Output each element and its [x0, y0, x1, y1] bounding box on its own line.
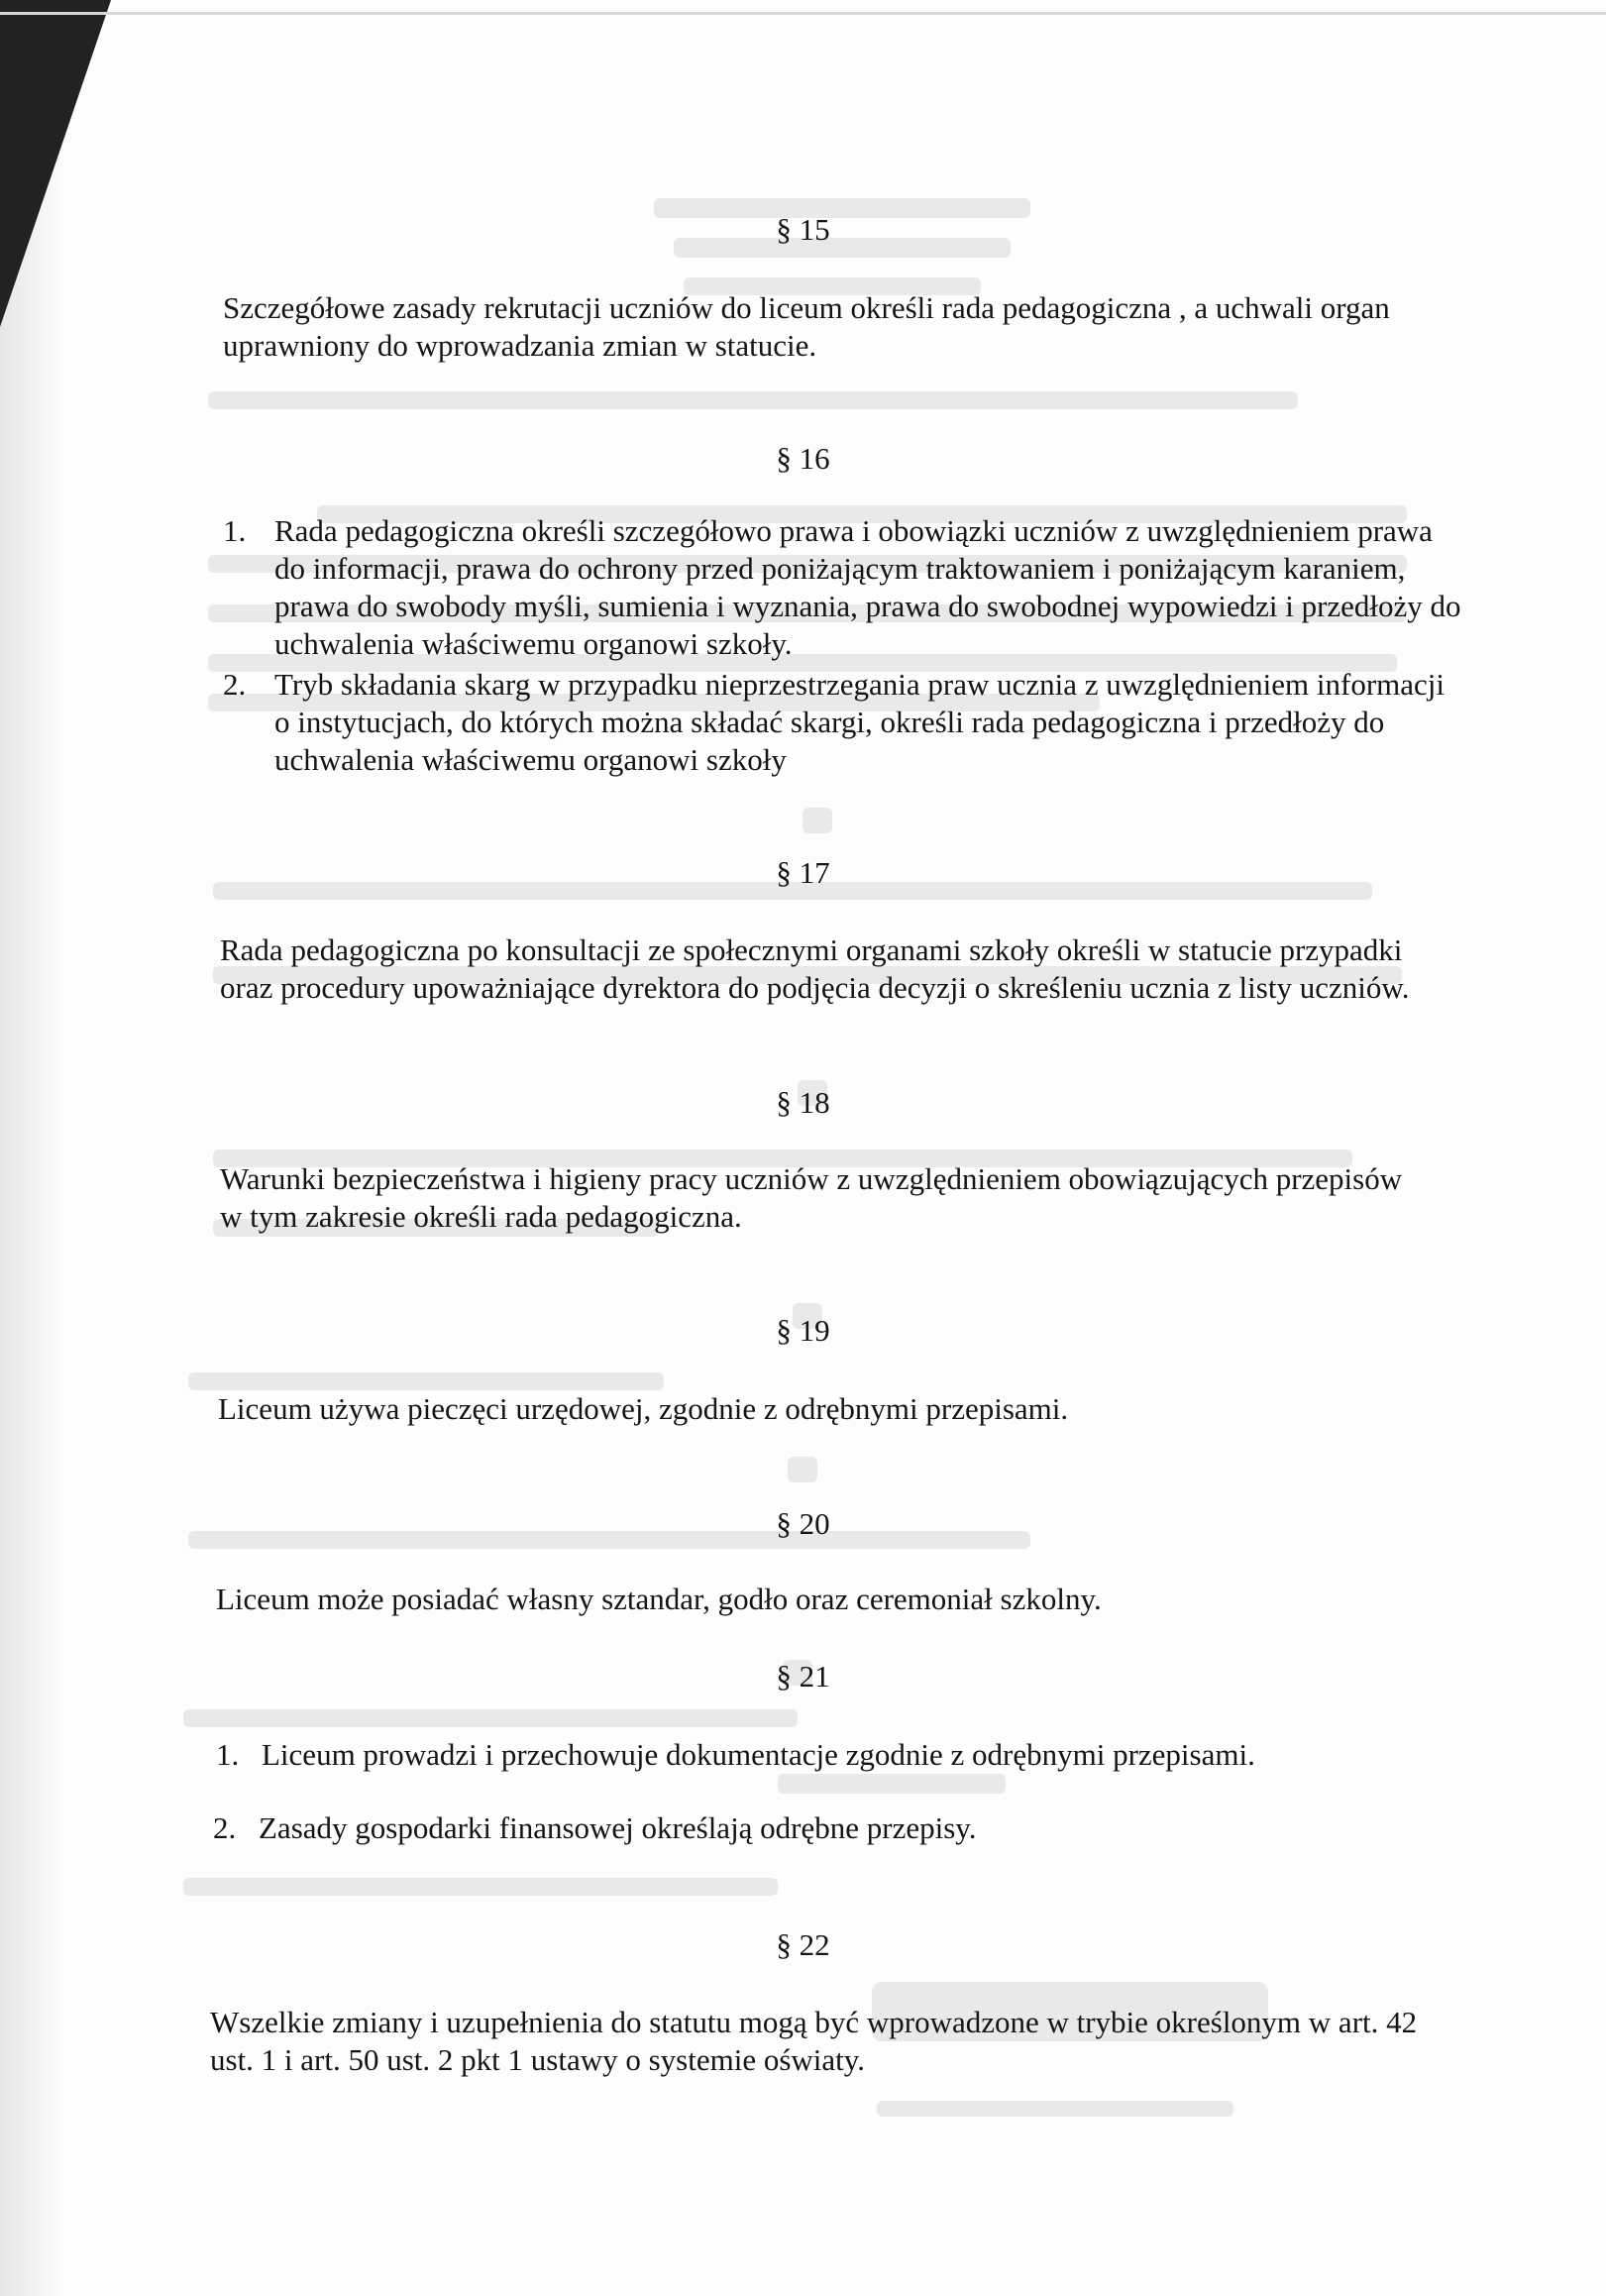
list-number: 1. [223, 513, 247, 548]
section-15-heading: § 15 [776, 212, 830, 247]
section-16-item-2 [223, 666, 1461, 779]
list-item-text: Rada pedagogiczna określi szczegółowo prawa i obowiązki uczniów z uwzględnieniem prawa do informacji, prawa do ochrony przed poniżającym traktowaniem i poniżającym karaniem, prawa do swobody myśli, sumienia i wyznania, prawa do swobodnej wypowiedzi i przedłoży do uchwalenia właściwemu organowi szkoły. [274, 513, 1461, 661]
list-number: 1. [216, 1737, 240, 1772]
list-item-text: Liceum prowadzi i przechowuje dokumentacje zgodnie z odrębnymi przepisami. [262, 1737, 1255, 1772]
section-19-text: Liceum używa pieczęci urzędowej, zgodnie z odrębnymi przepisami. [218, 1391, 1069, 1426]
list-item-text: Zasady gospodarki finansowej określają odrębne przepisy. [259, 1810, 977, 1845]
section-16-item-1 [223, 512, 1461, 663]
section-22-heading: § 22 [776, 1927, 830, 1962]
section-17-text: Rada pedagogiczna po konsultacji ze społecznymi organami szkoły określi w statucie przypadki oraz procedury upoważniające dyrektora do podjęcia decyzji o skreśleniu ucznia z listy uczniów. [220, 932, 1410, 1005]
section-21-heading: § 21 [776, 1659, 830, 1694]
section-16-heading: § 16 [776, 441, 830, 476]
list-item-text: Tryb składania skarg w przypadku nieprzestrzegania praw ucznia z uwzględnieniem informacji o instytucjach, do których można składać skargi, określi rada pedagogiczna i przedłoży do uchwalenia właściwemu organowi szkoły [274, 667, 1445, 777]
section-18-text: Warunki bezpieczeństwa i higieny pracy uczniów z uwzględnieniem obowiązujących przepisów w tym zakresie określi rada pedagogiczna. [220, 1161, 1403, 1234]
list-number: 2. [223, 667, 247, 702]
section-19-heading: § 19 [776, 1313, 830, 1348]
section-20-text: Liceum może posiadać własny sztandar, godło oraz ceremoniał szkolny. [216, 1582, 1102, 1616]
section-21-item-1 [216, 1736, 1454, 1774]
list-number: 2. [213, 1810, 237, 1845]
section-20-heading: § 20 [776, 1506, 830, 1541]
section-18-heading: § 18 [776, 1085, 830, 1120]
section-22-text: Wszelkie zmiany i uzupełnienia do statutu mogą być wprowadzone w trybie określonym w art. 42 ust. 1 i art. 50 ust. 2 pkt 1 ustawy o systemie oświaty. [210, 2005, 1418, 2077]
section-21-item-2 [213, 1809, 1451, 1847]
section-15-text: Szczegółowe zasady rekrutacji uczniów do liceum określi rada pedagogiczna , a uchwali organ uprawniony do wprowadzania zmian w statucie. [223, 290, 1390, 363]
section-17-heading: § 17 [776, 855, 830, 890]
